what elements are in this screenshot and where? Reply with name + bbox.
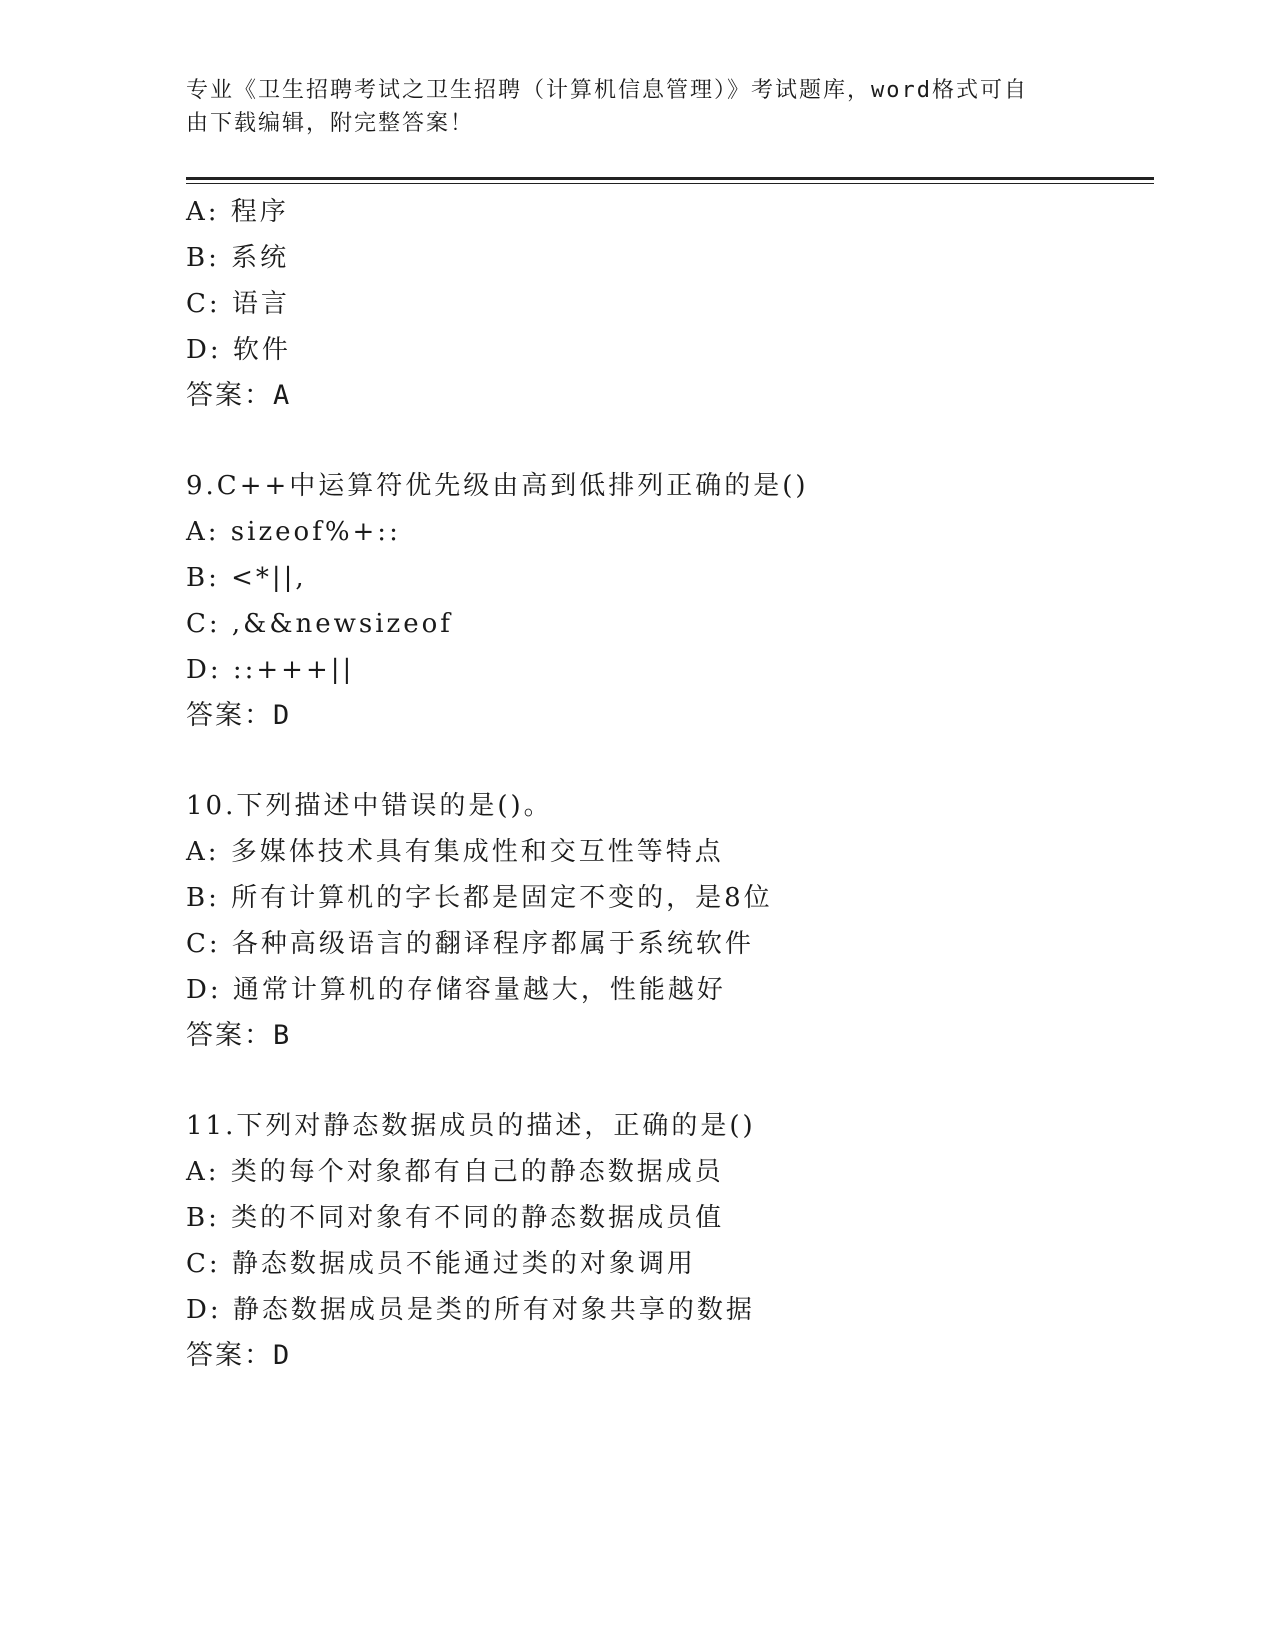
header-divider-thin bbox=[186, 183, 1154, 184]
answer-line: 答案：D bbox=[186, 1340, 292, 1371]
answer-line: 答案：A bbox=[186, 380, 292, 411]
question-block-9 bbox=[186, 463, 1136, 739]
question-list bbox=[186, 189, 1136, 1379]
option-c: C: ,&&newsizeof bbox=[186, 609, 453, 639]
option-c: C: 各种高级语言的翻译程序都属于系统软件 bbox=[186, 929, 754, 959]
option-b: B: 类的不同对象有不同的静态数据成员值 bbox=[186, 1203, 725, 1233]
question-text: 9.C++中运算符优先级由高到低排列正确的是() bbox=[186, 471, 809, 501]
option-c: C: 语言 bbox=[186, 289, 290, 319]
option-d: D: ::+++|| bbox=[186, 655, 355, 685]
answer-line: 答案：D bbox=[186, 700, 292, 731]
option-b: B: 系统 bbox=[186, 243, 290, 273]
option-d: D: 静态数据成员是类的所有对象共享的数据 bbox=[186, 1295, 755, 1325]
answer-line: 答案：B bbox=[186, 1020, 292, 1051]
option-c: C: 静态数据成员不能通过类的对象调用 bbox=[186, 1249, 696, 1279]
option-b: B: <*||, bbox=[186, 563, 307, 593]
option-d: D: 通常计算机的存储容量越大，性能越好 bbox=[186, 975, 726, 1005]
question-text: 11.下列对静态数据成员的描述，正确的是() bbox=[186, 1111, 756, 1141]
option-d: D: 软件 bbox=[186, 335, 291, 365]
header-line-1: 专业《卫生招聘考试之卫生招聘（计算机信息管理）》考试题库，word格式可自 bbox=[186, 78, 1028, 103]
option-b: B: 所有计算机的字长都是固定不变的，是8位 bbox=[186, 883, 773, 913]
option-a: A: 类的每个对象都有自己的静态数据成员 bbox=[186, 1157, 724, 1187]
header-line-2: 由下载编辑，附完整答案！ bbox=[186, 111, 475, 136]
option-a: A: 程序 bbox=[186, 197, 289, 227]
question-block-11 bbox=[186, 1103, 1136, 1379]
option-a: A: sizeof%+:: bbox=[186, 517, 401, 547]
question-text: 10.下列描述中错误的是()。 bbox=[186, 791, 553, 821]
question-block-8 bbox=[186, 189, 1136, 419]
header-divider-thick bbox=[186, 177, 1154, 180]
question-block-10 bbox=[186, 783, 1136, 1059]
option-a: A: 多媒体技术具有集成性和交互性等特点 bbox=[186, 837, 724, 867]
document-header bbox=[186, 74, 1086, 140]
